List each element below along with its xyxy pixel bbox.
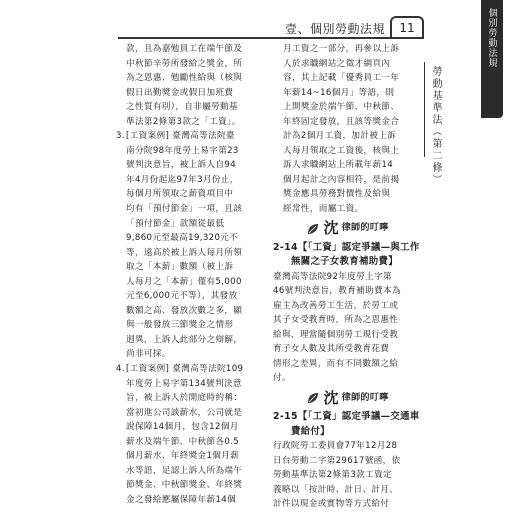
reminder-surname: 沈 <box>323 219 339 238</box>
text-line: 付。 <box>273 373 291 384</box>
continuation-paragraph <box>273 42 423 217</box>
reminder-caption: 律師的叮嚀 <box>341 223 389 234</box>
text-line: 個月起計之內容相符，是前揭 <box>283 174 400 185</box>
text-line: 經常性，而屬工資。 <box>283 204 364 215</box>
text-line: 情形之差異，而有不同數額之給 <box>273 358 399 369</box>
text-line: 每個月所領取之薪資項目中 <box>126 189 234 200</box>
text-line: 臺灣高等法院92年度勞上字第 <box>273 271 392 282</box>
text-line: 元至6,000元不等），其發放 <box>126 291 238 302</box>
text-line: 人每月之「本薪」僅有5,000 <box>126 276 242 287</box>
text-line: 年度勞上易字第134號判決意 <box>126 378 242 389</box>
text-line: 款，且為嘉勉員工在端午節及 <box>126 44 243 54</box>
text-line: 雇主為改善勞工生活，於勞工或 <box>273 300 399 311</box>
text-line: 取之「本薪」數額（被上訴 <box>126 262 234 273</box>
text-line: 容，其上記載「優秀員工一年 <box>283 73 400 84</box>
header-rule <box>118 37 424 39</box>
lawyer-reminder-banner <box>273 219 423 239</box>
text-line: 育子女人數及其所受教育花費 <box>273 344 390 355</box>
text-line: 日台勞動二字第29617號函，依 <box>273 455 401 466</box>
text-line: 之性質有別），自非屬勞動基 <box>126 102 238 113</box>
text-line: 計為2個月工資，加計被上訴 <box>283 131 397 142</box>
case-title: 2-14【「工資」認定爭議—與工作 <box>273 241 420 253</box>
leaf-icon <box>307 223 319 235</box>
reminder-surname: 沈 <box>323 388 339 407</box>
text-line: 上開獎金於端午節、中秋節、 <box>283 102 400 113</box>
text-line: 行政院勞工委員會77年12月28 <box>273 441 398 452</box>
text-line: 等，遠高於被上訴人每月所領 <box>126 247 243 258</box>
text-line: 迥異，上訴人此部分之辯解， <box>126 334 243 345</box>
text-line: 其子女受教育時，所為之恩惠性 <box>273 315 399 326</box>
list-item-3 <box>116 129 266 362</box>
left-column <box>116 42 266 508</box>
text-line: 號判決意旨，被上訴人自94 <box>126 160 237 171</box>
text-line: 年薪14~16個月」等語，則 <box>283 87 395 98</box>
case-2-14 <box>273 241 423 386</box>
text-line: 月工資之一部分，再參以上訴 <box>283 44 400 54</box>
text-line: 旨，被上訴人於開庭時約稱： <box>126 393 243 404</box>
text-line: 勞動基準法第2條第3款工資定 <box>273 470 392 481</box>
leaf-icon <box>307 392 319 404</box>
text-line: 金之發給應屬保障年薪14個 <box>126 494 237 505</box>
text-line: 人於求職網站之徵才網頁內 <box>283 58 391 69</box>
text-line: [工資案例] 臺灣高等法院109 <box>126 364 244 375</box>
text-line: 年終固定發放，且該等獎金合 <box>283 116 400 127</box>
text-line: 尚非可採。 <box>126 349 171 360</box>
text-line: 46號判決意旨，教育補助費本為 <box>273 286 401 297</box>
running-header-title: 壹、個別勞動法規 <box>284 22 385 36</box>
text-line: 數額之高、發放次數之多，顯 <box>126 305 243 316</box>
text-line: 為之恩惠、勉勵性給與（核與 <box>126 73 243 84</box>
text-line: 9,860元至最高19,320元不 <box>126 233 239 244</box>
text-line: 南分院98年度勞上易字第23 <box>126 145 239 156</box>
text-line: 節獎金、中秋節獎金、年終獎 <box>126 480 243 491</box>
case-2-15 <box>273 410 423 512</box>
text-line: 準法第2條第3款之「工資」。 <box>126 116 241 127</box>
intro-paragraph <box>116 42 266 129</box>
text-line: [工資案例] 臺灣高等法院臺 <box>126 131 235 142</box>
text-line: 計件以現金或實物等方式給付 <box>273 499 390 510</box>
chapter-thumb-tab <box>481 0 503 118</box>
lawyer-reminder-banner <box>273 388 423 408</box>
text-line: 均有「預付節金」一項，且該 <box>126 204 243 215</box>
case-title: 2-15【「工資」認定爭議—交通車 <box>273 411 420 423</box>
text-line: 薪水及端午節、中秋節各0.5 <box>126 436 240 447</box>
text-line: 個月薪水、年終獎金1個月薪 <box>126 451 240 462</box>
text-line: 當初進公司談薪水，公司就是 <box>126 407 243 418</box>
text-line: 給與，理當隨個別勞工現行受教 <box>273 329 399 340</box>
text-line: 義略以「按計時、計日、計月、 <box>273 484 399 495</box>
text-line: 獎金應具勞務對價性及給與 <box>283 189 391 200</box>
text-line: 「預付節金」款額從最低 <box>126 218 225 229</box>
text-line: 假日出勤獎金或假日加班費 <box>126 87 234 98</box>
text-line: 人每月領取之工資後，核與上 <box>283 145 400 156</box>
case-title: 無關之子女教育補助費】 <box>291 256 398 268</box>
text-line: 與一般發放三節獎金之情形 <box>126 320 234 331</box>
text-line: 說保障14個月，包含12個月 <box>126 422 239 433</box>
chapter-thumb-tab-label: 個別勞動法規 <box>486 8 497 68</box>
section-vertical-label: 勞動基準法（第二條） <box>430 66 441 186</box>
list-item-number: 4. <box>116 364 125 375</box>
reminder-caption: 律師的叮嚀 <box>341 392 389 403</box>
list-item-number: 3. <box>116 131 125 142</box>
right-column <box>273 42 423 512</box>
section-divider-line <box>424 62 425 157</box>
text-line: 水等語，足認上訴人所為端午 <box>126 465 243 476</box>
list-item-4 <box>116 362 266 507</box>
case-title: 費給付】 <box>291 425 330 437</box>
text-line: 訴人求職網站上所載年薪14 <box>283 160 394 171</box>
text-line: 年4月份起迄97年3月份止， <box>126 174 239 185</box>
text-line: 中秋節辛勞所發給之獎金，所 <box>126 58 243 69</box>
page-number: 11 <box>390 16 424 37</box>
